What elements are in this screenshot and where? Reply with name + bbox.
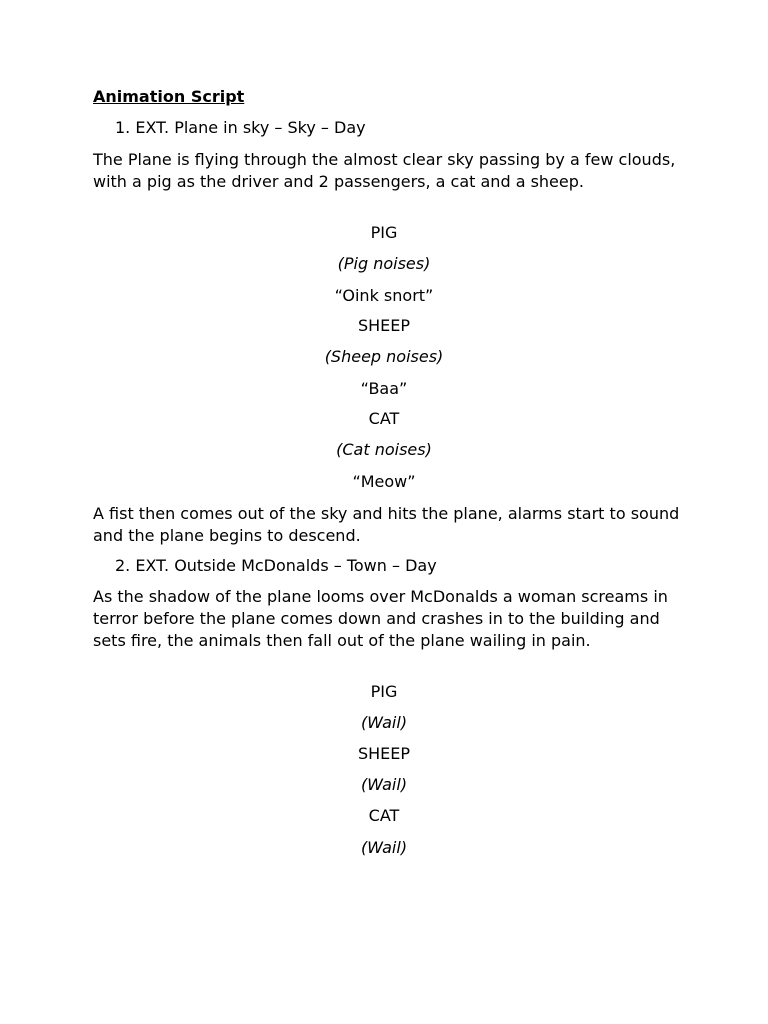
parenthetical-cat-wail: (Wail): [360, 838, 408, 857]
character-pig: PIG: [370, 223, 398, 242]
scene-2-action: As the shadow of the plane looms over McDonalds a woman screams in terror before the plane comes down and crashes in to the building and sets fire, the animals then fall out of the plane wailing in pain.: [93, 587, 668, 650]
character-sheep: SHEEP: [357, 744, 411, 763]
document-title: Animation Script: [93, 87, 245, 106]
scene-2-heading: 2. EXT. Outside McDonalds – Town – Day: [115, 556, 437, 575]
dialogue-cat: “Meow”: [352, 472, 416, 491]
scene-1-action: The Plane is flying through the almost clear sky passing by a few clouds, with a pig as the driver and 2 passengers, a cat and a sheep.: [93, 150, 676, 191]
scene-1-closing-action: A fist then comes out of the sky and hits the plane, alarms start to sound and the plane begins to descend.: [93, 504, 680, 545]
character-sheep: SHEEP: [357, 316, 411, 335]
dialogue-sheep: “Baa”: [360, 379, 408, 398]
parenthetical-sheep-wail: (Wail): [360, 775, 408, 794]
character-pig: PIG: [370, 682, 398, 701]
scene-1-heading: 1. EXT. Plane in sky – Sky – Day: [115, 118, 366, 137]
character-cat: CAT: [368, 806, 400, 825]
character-cat: CAT: [368, 409, 400, 428]
parenthetical-pig-wail: (Wail): [360, 713, 408, 732]
parenthetical-pig: (Pig noises): [337, 254, 431, 273]
parenthetical-cat: (Cat noises): [336, 440, 432, 459]
dialogue-pig: “Oink snort”: [334, 286, 434, 305]
parenthetical-sheep: (Sheep noises): [324, 347, 444, 366]
